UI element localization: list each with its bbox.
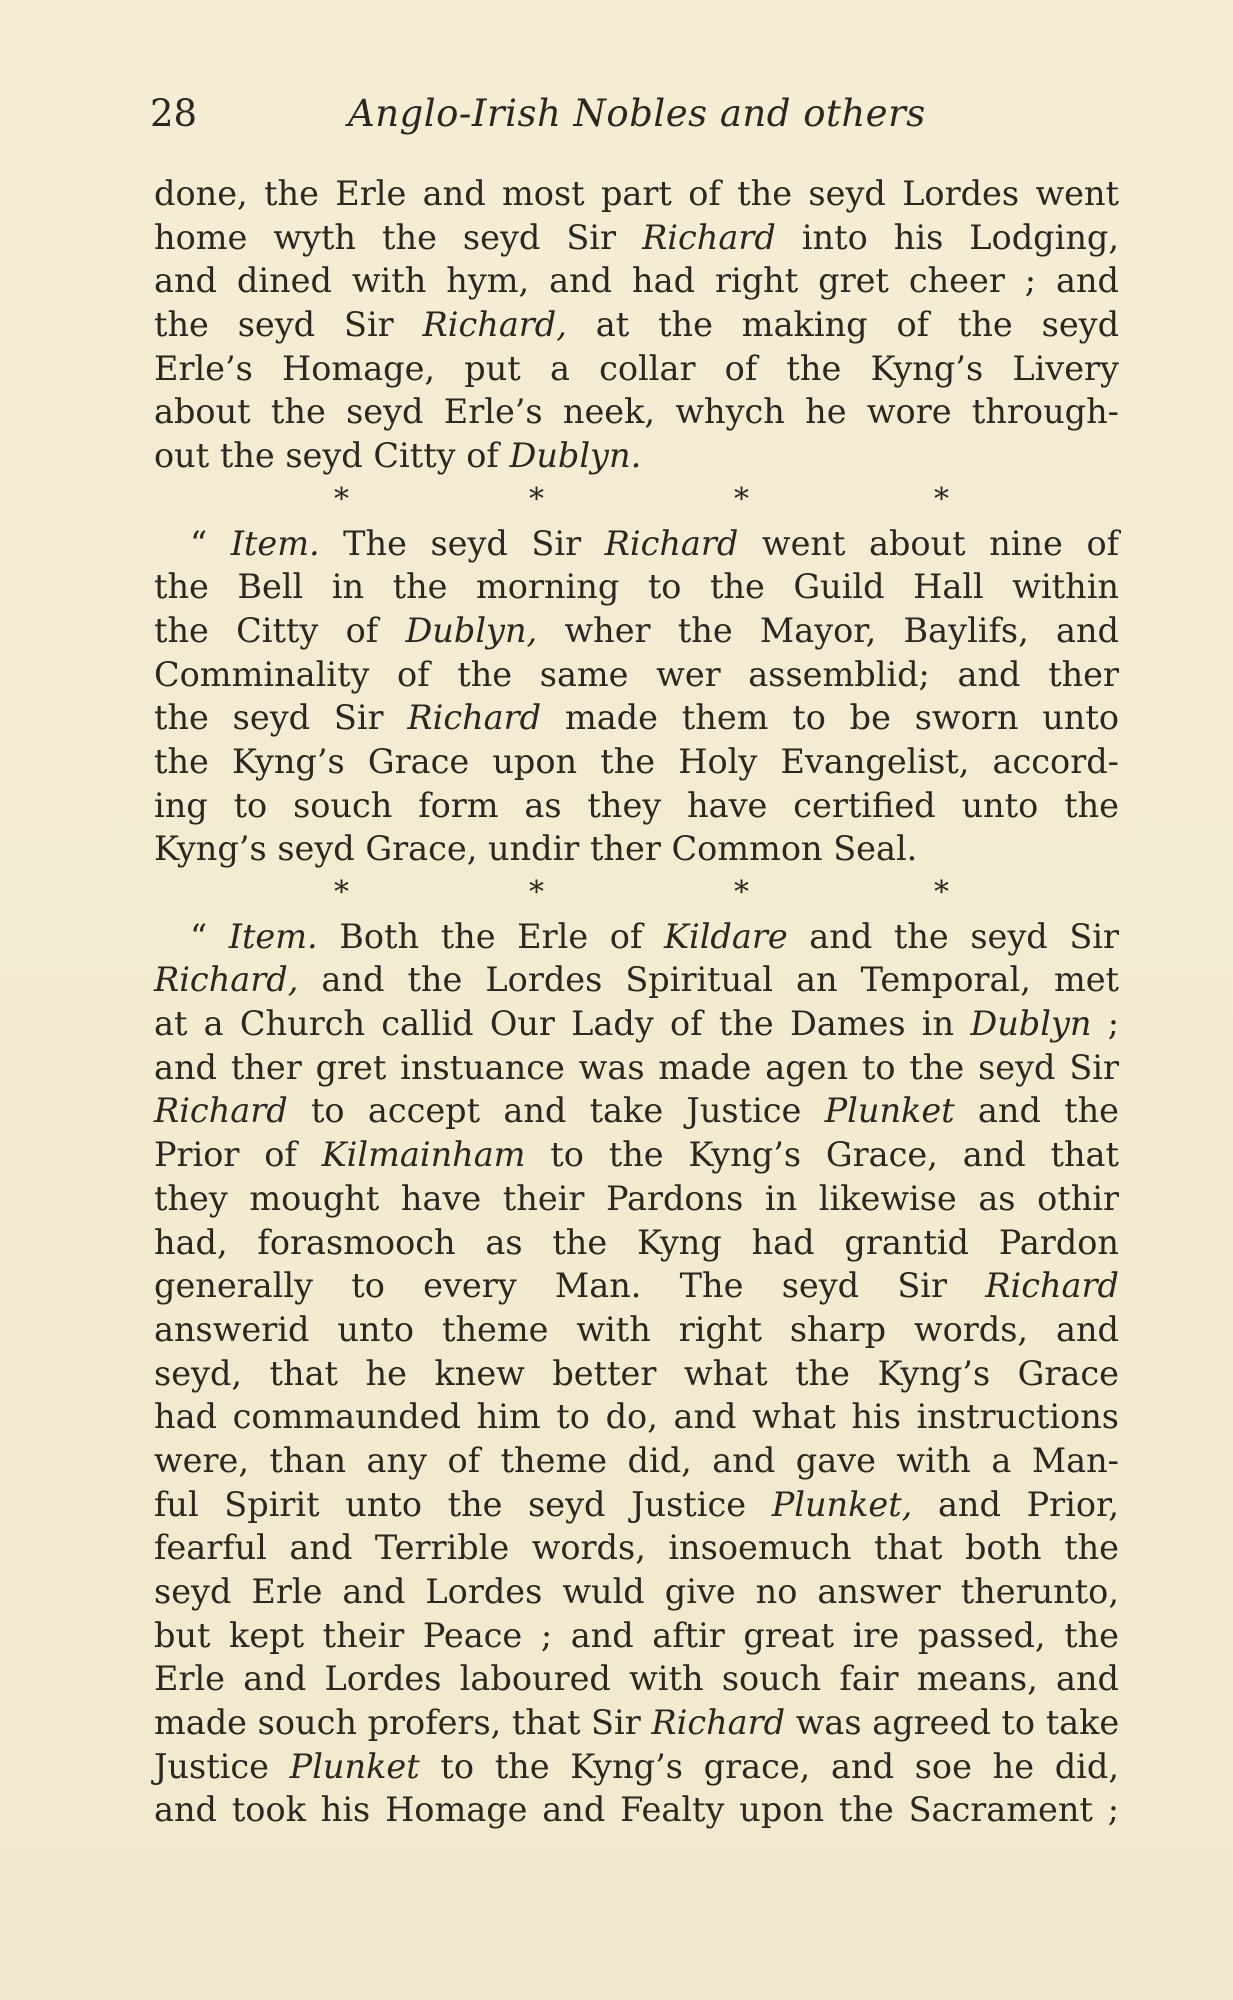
text-line: made souch profers, that Sir Richard was agreed to take xyxy=(154,1703,1120,1743)
asterisk: * xyxy=(529,481,544,517)
text-line: Richard, and the Lordes Spiritual an Temporal, met xyxy=(154,960,1119,1000)
body-text xyxy=(154,172,1119,1832)
text-line: the Kyng’s Grace upon the Holy Evangelist, accord- xyxy=(154,741,1119,781)
text-line: ful Spirit unto the seyd Justice Plunket, and Prior, xyxy=(154,1484,1119,1524)
text-line: Erle’s Homage, put a collar of the Kyng’s Livery xyxy=(154,348,1119,388)
asterisk: * xyxy=(934,875,949,910)
text-line: had commaunded him to do, and what his instructions xyxy=(154,1397,1119,1437)
text-line: and took his Homage and Fealty upon the Sacrament ; xyxy=(154,1790,1119,1830)
text-line: ing to souch form as they have certified unto the xyxy=(154,785,1119,825)
running-head xyxy=(150,84,1100,144)
text-line: Kyng’s seyd Grace, undir ther Common Seal. xyxy=(154,829,918,869)
text-line: Justice Plunket to the Kyng’s grace, and soe he did, xyxy=(154,1746,1119,1786)
asterisk: * xyxy=(934,481,949,517)
text-line: at a Church callid Our Lady of the Dames in Dublyn ; xyxy=(154,1004,1120,1044)
text-line: done, the Erle and most part of the seyd Lordes went xyxy=(154,174,1119,213)
text-line: and dined with hym, and had right gret cheer ; and xyxy=(154,261,1119,301)
text-line: the Bell in the morning to the Guild Hall within xyxy=(154,567,1119,607)
text-line: seyd Erle and Lordes wuld give no answer therunto, xyxy=(154,1572,1119,1611)
text-line: home wyth the seyd Sir Richard into his Lodging, xyxy=(154,217,1119,257)
section-break-asterisks xyxy=(154,871,1119,915)
asterisk: * xyxy=(334,875,349,910)
text-line: generally to every Man. The seyd Sir Richard xyxy=(154,1266,1119,1306)
text-line: Richard to accept and take Justice Plunket and the xyxy=(154,1091,1120,1131)
text-line: “ Item. The seyd Sir Richard went about nine of xyxy=(190,523,1120,563)
text-line: Prior of Kilmainham to the Kyng’s Grace, and that xyxy=(154,1135,1119,1175)
page-number: 28 xyxy=(150,92,198,135)
text-line: Comminality of the same wer assemblid; and ther xyxy=(154,654,1119,694)
text-line: out the seyd Citty of Dublyn. xyxy=(154,436,642,476)
text-line: but kept their Peace ; and aftir great ire passed, the xyxy=(154,1615,1119,1655)
text-line: they mought have their Pardons in likewise as othir xyxy=(154,1178,1119,1218)
asterisk: * xyxy=(529,875,544,910)
text-line: were, than any of theme did, and gave with a Man- xyxy=(154,1440,1119,1480)
asterisk: * xyxy=(334,481,349,517)
text-line: answerid unto theme with right sharp words, and xyxy=(154,1309,1119,1349)
text-line: about the seyd Erle’s neek, whych he wore through- xyxy=(154,392,1119,432)
section-break-asterisks xyxy=(154,478,1119,522)
text-line: the Citty of Dublyn, wher the Mayor, Baylifs, and xyxy=(154,610,1119,650)
running-title: Anglo-Irish Nobles and others xyxy=(348,92,926,135)
text-line: “ Item. Both the Erle of Kildare and the seyd Sir xyxy=(190,916,1119,956)
asterisk: * xyxy=(734,875,749,910)
asterisk: * xyxy=(734,481,749,517)
text-line: the seyd Sir Richard made them to be sworn unto xyxy=(154,698,1120,738)
text-line: the seyd Sir Richard, at the making of the seyd xyxy=(154,305,1120,345)
text-line: and ther gret instuance was made agen to the seyd Sir xyxy=(154,1047,1119,1087)
text-line: had, forasmooch as the Kyng had grantid Pardon xyxy=(154,1222,1119,1262)
text-line: fearful and Terrible words, insoemuch that both the xyxy=(154,1528,1119,1568)
text-line: seyd, that he knew better what the Kyng’s Grace xyxy=(154,1353,1119,1393)
text-line: Erle and Lordes laboured with souch fair means, and xyxy=(154,1659,1119,1699)
